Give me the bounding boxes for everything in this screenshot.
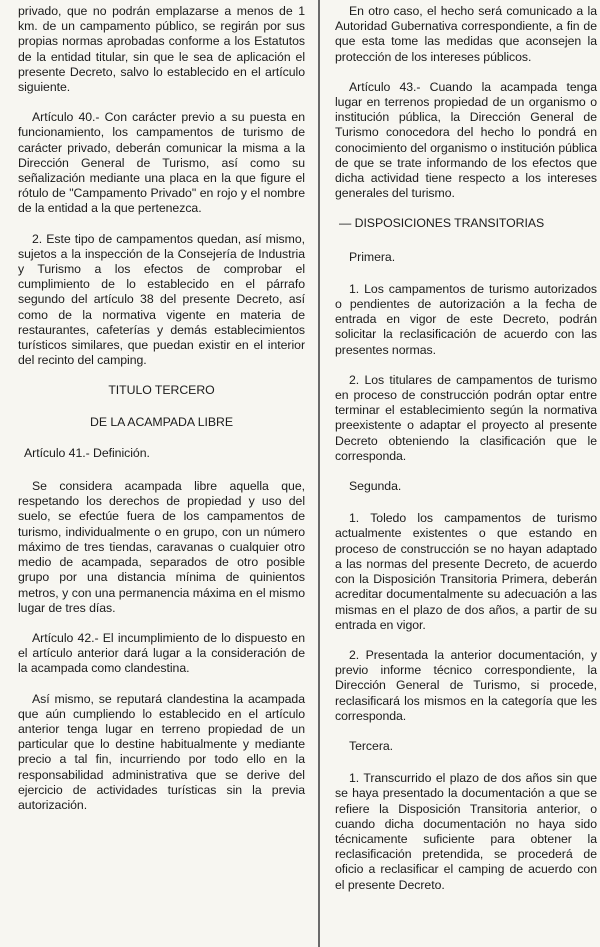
paragraph: privado, que no podrán emplazarse a menos de 1 km. de un campamento público, se regirán por sus propias normas aprobadas conforme a los Estatutos de la entidad titular, sin que le sea de aplicación el presente Decreto, salvo lo establecido en el artículo siguiente. (18, 4, 305, 95)
section-heading: — DISPOSICIONES TRANSITORIAS (339, 216, 545, 231)
subsection-label: Tercera. (349, 738, 394, 753)
paragraph: 1. Transcurrido el plazo de dos años sin que se haya presentado la documentación a que se refiere la Disposición Transitoria anterior, o cuando dicha documentación no haya sido técnicamente suficiente para obtener la reclasificación pretendida, se procederá de oficio a reclasificar el camping de acuerdo con el presente Decreto. (335, 771, 597, 892)
subsection-label: Segunda. (349, 479, 402, 494)
left-column (18, 4, 305, 828)
paragraph: Artículo 43.- Cuando la acampada tenga lugar en terrenos propiedad de un organismo o institución pública, la Dirección General de Turismo conocedora del hecho lo pondrá en conocimiento del organismo o institución pública de que se trate informando de los efectos que dicha actividad tiene respecto a los intereses generales del turismo. (335, 79, 597, 201)
paragraph: 1. Los campamentos de turismo autorizados o pendientes de autorización a la fecha de entrada en vigor de este Decreto, podrán solicitar la reclasificación de acuerdo con las presentes normas. (335, 281, 597, 357)
paragraph: Así mismo, se reputará clandestina la acampada que aún cumpliendo lo establecido en el artículo anterior tenga lugar en terreno propiedad de un particular que lo destine habitualmente y mediante precio a tal fin, incurriendo por todo ello en la responsabilidad administrativa que se derive del ejercicio de actividades turísticas sin la previa autorización. (18, 691, 305, 812)
paragraph: Se considera acampada libre aquella que, respetando los derechos de propiedad y uso del suelo, se efectúe fuera de los campamentos de turismo, individualmente o en grupo, con un número máximo de tres tiendas, caravanas o cualquier otro medio de acampada, separados de otro posible grupo por una distancia mínima de quinientos metros, y con una permanencia máxima en el mismo lugar de tres días. (18, 479, 305, 615)
paragraph: 2. Este tipo de campamentos quedan, así mismo, sujetos a la inspección de la Consejería de Industria y Turismo a los efectos de comprobar el cumplimiento de lo establecido en el párrafo segundo del artículo 38 del presente Decreto, así como de la normativa vigente en materia de restaurantes, cafeterías y demás establecimientos turísticos similares, que puedan existir en el interior del recinto del camping. (18, 231, 305, 368)
paragraph: 2. Presentada la anterior documentación, y previo informe técnico correspondiente, la Dirección General de Turismo, si procede, reclasificará los mismos en la categoría que les corresponda. (335, 647, 597, 723)
paragraph: 2. Los titulares de campamentos de turismo en proceso de construcción podrán optar entre terminar el establecimiento según la normativa preexistente o adaptar el proyecto al presente Decreto obteniendo la clasificación que le corresponda. (335, 372, 597, 463)
subsection-label: Primera. (349, 249, 396, 264)
section-heading: TITULO TERCERO (108, 383, 215, 398)
right-column (335, 4, 597, 908)
section-heading: DE LA ACAMPADA LIBRE (90, 414, 233, 429)
article-label: Artículo 41.- Definición. (24, 445, 150, 460)
paragraph: Artículo 42.- El incumplimiento de lo dispuesto en el artículo anterior dará lugar a la consideración de la acampada como clandestina. (18, 630, 305, 676)
paragraph: 1. Toledo los campamentos de turismo actualmente existentes o que estando en proceso de construcción se no hayan adaptado a las normas del presente Decreto, de acuerdo con la Disposición Transitoria Primera, deberán acreditar documentalmente su adecuación a las mismas en el plazo de dos años, a partir de su entrada en vigor. (335, 511, 597, 632)
paragraph: En otro caso, el hecho será comunicado a la Autoridad Gubernativa correspondiente, a fin de que esta tome las medidas que aconsejen la protección de los intereses públicos. (335, 4, 597, 64)
paragraph: Artículo 40.- Con carácter previo a su puesta en funcionamiento, los campamentos de turismo de carácter privado, deberán comunicar la misma a la Dirección General de Turismo, así como su señalización mediante una placa en la que figure el rótulo de "Campamento Privado" en rojo y el nombre de la entidad a la que pertenezca. (18, 110, 305, 216)
column-divider (318, 0, 320, 947)
